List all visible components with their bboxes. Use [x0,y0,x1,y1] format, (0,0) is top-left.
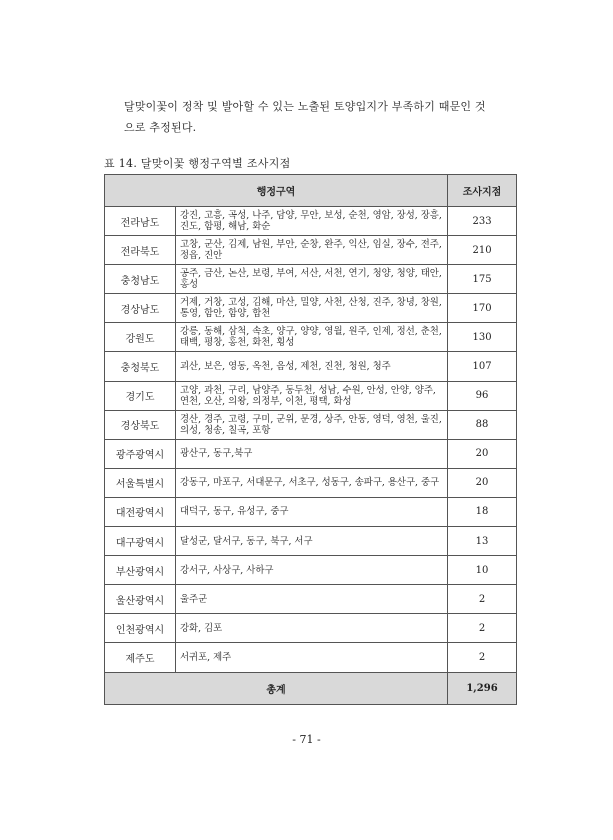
region-cell: 전라북도 [105,236,176,265]
count-cell: 107 [448,352,517,381]
count-cell: 2 [448,643,517,672]
header-count: 조사지점 [448,175,517,207]
places-cell: 서귀포, 제주 [176,643,448,672]
table-row [105,265,517,294]
paragraph-line-2: 으로 추정된다. [124,121,197,134]
places-cell: 강동구, 마포구, 서대문구, 서초구, 성동구, 송파구, 용산구, 중구 [176,468,448,497]
region-cell: 울산광역시 [105,585,176,614]
region-cell: 부산광역시 [105,556,176,585]
table-row [105,207,517,236]
count-cell: 13 [448,527,517,556]
table-row [105,468,517,497]
table-row [105,352,517,381]
region-cell: 경상북도 [105,410,176,439]
table-header-row [105,175,517,207]
places-cell: 강서구, 사상구, 사하구 [176,556,448,585]
places-cell: 강릉, 동해, 삼척, 속초, 양구, 양양, 영월, 원주, 인제, 정선, 춘천, 태백, 평창, 홍천, 화천, 횡성 [176,323,448,352]
page-number: - 71 - [292,733,321,746]
count-cell: 170 [448,294,517,323]
survey-sites-table [104,174,517,705]
places-cell: 괴산, 보은, 영동, 옥천, 음성, 제천, 진천, 청원, 청주 [176,352,448,381]
table-row [105,410,517,439]
region-cell: 충청남도 [105,265,176,294]
places-cell: 광산구, 동구,북구 [176,439,448,468]
places-cell: 거제, 거창, 고성, 김해, 마산, 밀양, 사천, 산청, 진주, 창녕, 창원, 통영, 함안, 함양, 합천 [176,294,448,323]
count-cell: 96 [448,381,517,410]
table-row [105,643,517,672]
table-row [105,614,517,643]
table-row [105,294,517,323]
places-cell: 고창, 군산, 김제, 남원, 부안, 순창, 완주, 익산, 임실, 장수, 전주, 정읍, 진안 [176,236,448,265]
count-cell: 233 [448,207,517,236]
count-cell: 20 [448,468,517,497]
table-row [105,556,517,585]
body-paragraph [124,96,524,138]
region-cell: 경기도 [105,381,176,410]
region-cell: 대전광역시 [105,497,176,526]
count-cell: 88 [448,410,517,439]
table-row [105,497,517,526]
places-cell: 고양, 과천, 구리, 남양주, 동두천, 성남, 수원, 안성, 안양, 양주, 연천, 오산, 의왕, 의정부, 이천, 평택, 화성 [176,381,448,410]
paragraph-line-1: 달맞이꽃이 정착 및 발아할 수 있는 노출된 토양입지가 부족하기 때문인 것 [124,100,486,113]
header-region: 행정구역 [105,175,448,207]
region-cell: 대구광역시 [105,527,176,556]
region-cell: 전라남도 [105,207,176,236]
count-cell: 20 [448,439,517,468]
region-cell: 제주도 [105,643,176,672]
places-cell: 대덕구, 동구, 유성구, 중구 [176,497,448,526]
table-row [105,381,517,410]
places-cell: 강화, 김포 [176,614,448,643]
table-caption: 표 14. 달맞이꽃 행정구역별 조사지점 [104,157,291,170]
places-cell: 달성군, 달서구, 동구, 북구, 서구 [176,527,448,556]
region-cell: 충청북도 [105,352,176,381]
table-row [105,236,517,265]
table-row [105,585,517,614]
total-row [105,672,517,704]
count-cell: 2 [448,585,517,614]
count-cell: 175 [448,265,517,294]
region-cell: 광주광역시 [105,439,176,468]
region-cell: 강원도 [105,323,176,352]
places-cell: 공주, 금산, 논산, 보령, 부여, 서산, 서천, 연기, 청양, 청양, 태안, 홍성 [176,265,448,294]
places-cell: 울주군 [176,585,448,614]
table-row [105,527,517,556]
count-cell: 130 [448,323,517,352]
table-row [105,439,517,468]
region-cell: 경상남도 [105,294,176,323]
count-cell: 10 [448,556,517,585]
region-cell: 서울특별시 [105,468,176,497]
region-cell: 인천광역시 [105,614,176,643]
total-label: 총계 [105,672,448,704]
places-cell: 경산, 경주, 고령, 구미, 군위, 문경, 상주, 안동, 영덕, 영천, 울진, 의성, 청송, 칠곡, 포항 [176,410,448,439]
count-cell: 18 [448,497,517,526]
places-cell: 강진, 고흥, 곡성, 나주, 담양, 무안, 보성, 순천, 영암, 장성, 장흥, 진도, 함평, 해남, 화순 [176,207,448,236]
count-cell: 2 [448,614,517,643]
table-row [105,323,517,352]
total-value: 1,296 [448,672,517,704]
count-cell: 210 [448,236,517,265]
